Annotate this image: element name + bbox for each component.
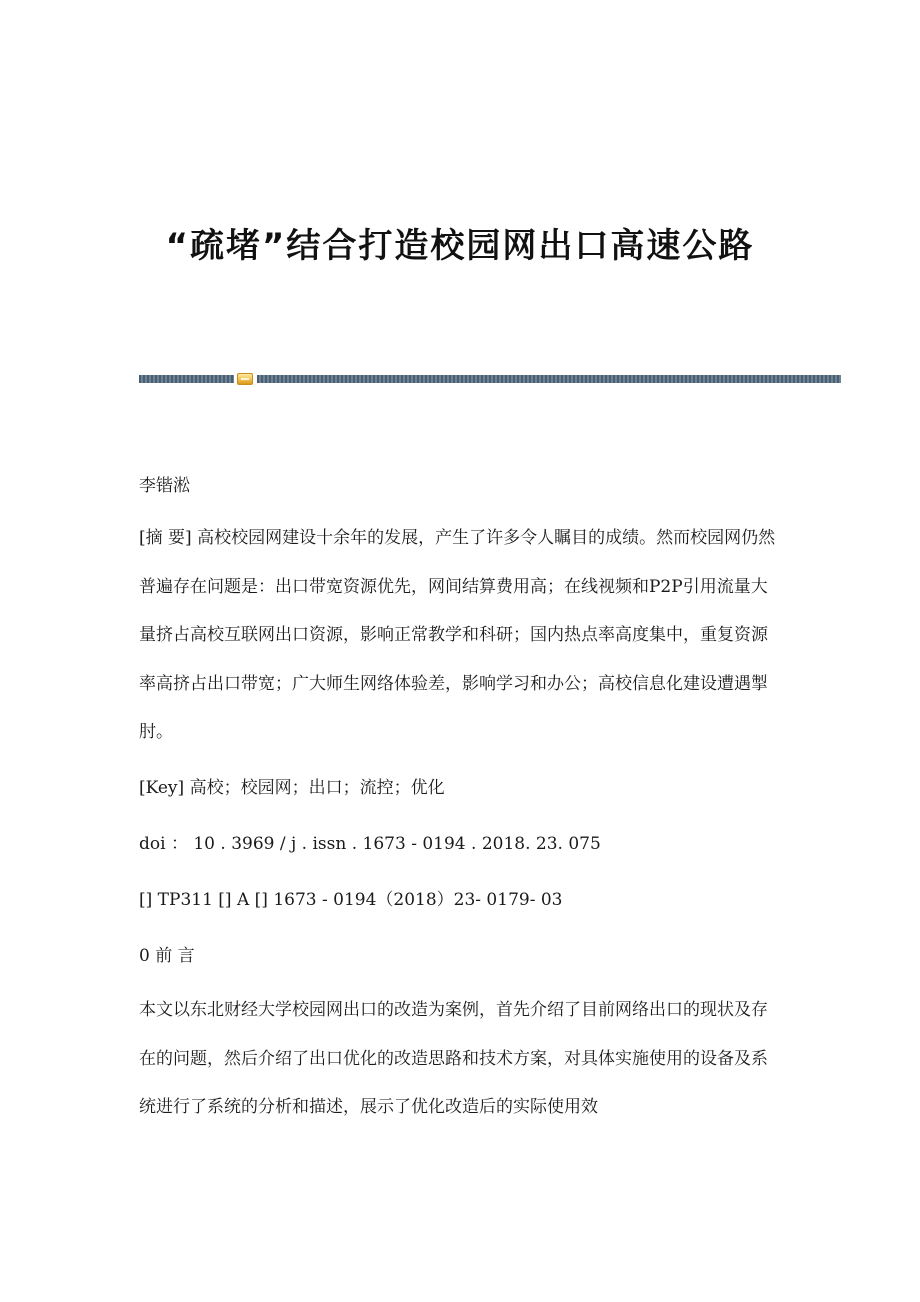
keywords: [139, 764, 779, 812]
abstract-text: 高校校园网建设十余年的发展，产生了许多令人瞩目的成绩。然而校园网仍然普遍存在问题是：出口带宽资源优先，网间结算费用高；在线视频和P2P引用流量大量挤占高校互联网出口资源，影响正常教学和科研；国内热点率高度集中，重复资源率高挤占出口带宽；广大师生网络体验差，影响学习和办公；高校信息化建设遭遇掣肘。: [139, 528, 776, 742]
author-name: 李锴淞: [139, 476, 190, 496]
keywords-label: [Key]: [139, 778, 185, 798]
doi-line: doi ： 10 . 3969 / j . issn . 1673 - 0194 . 2018. 23. 075: [139, 834, 601, 854]
keywords-text: 高校；校园网；出口；流控；优化: [189, 778, 445, 798]
title-divider: [139, 375, 841, 383]
abstract-label: [摘 要]: [139, 528, 192, 548]
classification-line: [] TP311 [] A [] 1673 - 0194（2018）23- 0179- 03: [139, 890, 563, 910]
document-emblem-icon: [237, 373, 253, 385]
divider-bar-left: [139, 375, 234, 383]
intro-paragraph: 本文以东北财经大学校园网出口的改造为案例，首先介绍了目前网络出口的现状及存在的问题，然后介绍了出口优化的改造思路和技术方案，对具体实施使用的设备及系统进行了系统的分析和描述，展示了优化改造后的实际使用效: [139, 1000, 768, 1117]
paper-title: “疏堵”结合打造校园网出口高速公路: [165, 226, 755, 266]
section-heading: 0 前 言: [139, 946, 195, 966]
abstract: [139, 514, 779, 757]
divider-bar-right: [257, 375, 841, 383]
